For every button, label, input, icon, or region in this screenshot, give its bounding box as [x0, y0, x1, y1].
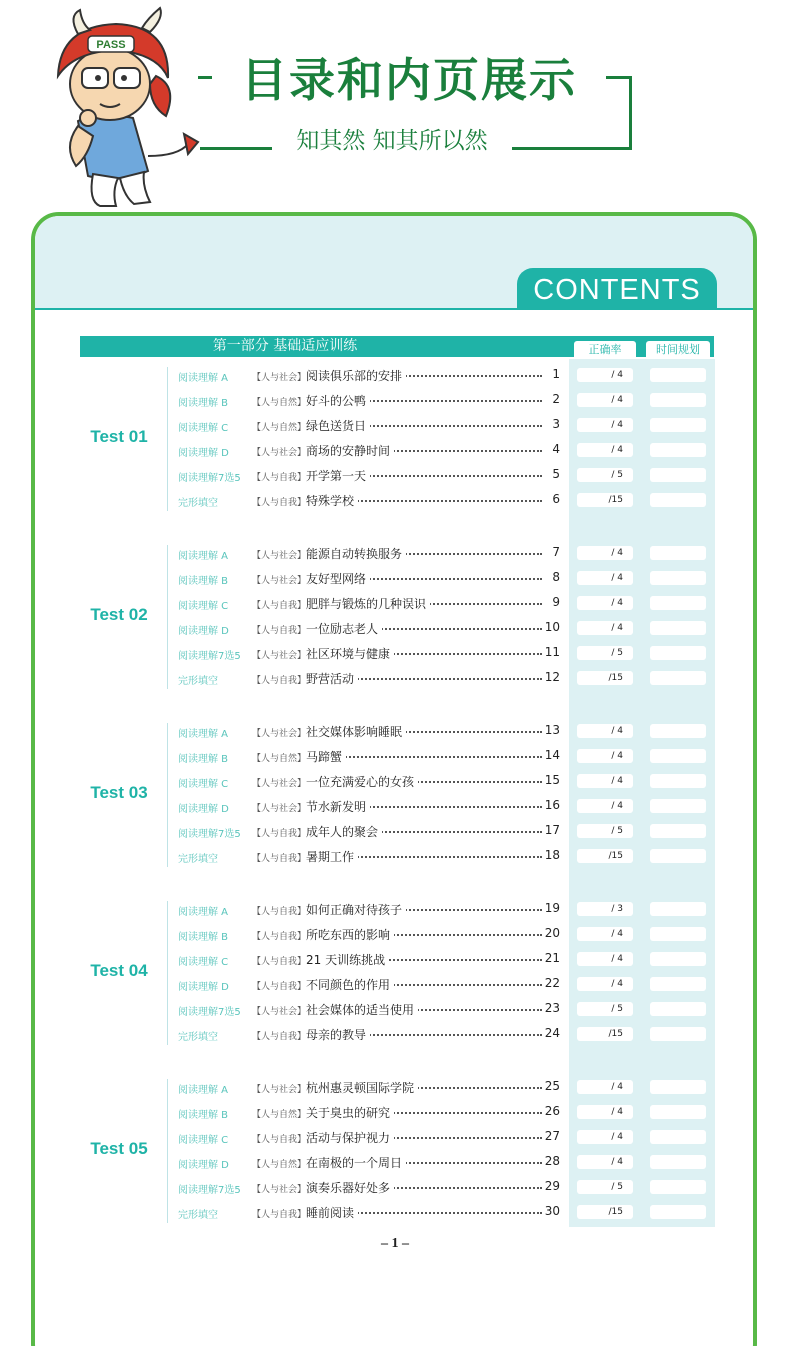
test-label: Test 05 — [90, 1139, 148, 1158]
contents-row[interactable] — [178, 1204, 712, 1224]
exercise-type: 阅读理解 D — [178, 982, 229, 993]
group-divider — [167, 545, 168, 689]
schedule-box[interactable] — [650, 596, 706, 610]
topic-tag: 【人与社会】 — [252, 1085, 307, 1095]
page-ref: 24 — [544, 1026, 560, 1040]
contents-row[interactable] — [178, 442, 712, 462]
contents-row[interactable] — [178, 417, 712, 437]
contents-row[interactable] — [178, 645, 712, 665]
topic-tag: 【人与社会】 — [252, 1007, 307, 1017]
contents-row[interactable] — [178, 392, 712, 412]
contents-row[interactable] — [178, 492, 712, 512]
topic-tag: 【人与自然】 — [252, 1110, 307, 1120]
exercise-type: 阅读理解 A — [178, 551, 229, 562]
page-ref: 23 — [544, 1001, 560, 1015]
topic-tag: 【人与社会】 — [252, 651, 307, 661]
topic-tag: 【人与社会】 — [252, 551, 307, 561]
page-ref: 21 — [544, 951, 560, 965]
exercise-type: 阅读理解 B — [178, 754, 229, 765]
exercise-title: 暑期工作 — [306, 848, 358, 865]
schedule-box[interactable] — [650, 571, 706, 585]
column-header-schedule: 时间规划 — [646, 341, 710, 359]
group-divider — [167, 1079, 168, 1223]
schedule-box[interactable] — [650, 418, 706, 432]
exercise-type: 阅读理解 A — [178, 907, 229, 918]
contents-row[interactable] — [178, 1179, 712, 1199]
accuracy-box[interactable]: / 3 — [577, 902, 633, 916]
contents-row[interactable] — [178, 901, 712, 921]
schedule-box[interactable] — [650, 799, 706, 813]
contents-row[interactable] — [178, 467, 712, 487]
group-divider — [167, 367, 168, 511]
contents-row[interactable] — [178, 823, 712, 843]
schedule-box[interactable] — [650, 1080, 706, 1094]
exercise-title: 在南极的一个周日 — [306, 1154, 406, 1171]
exercise-type: 阅读理解 D — [178, 626, 229, 637]
exercise-type: 阅读理解 D — [178, 1160, 229, 1171]
schedule-box[interactable] — [650, 724, 706, 738]
page-ref: 7 — [552, 545, 560, 559]
exercise-type: 阅读理解 D — [178, 804, 229, 815]
exercise-type: 阅读理解 C — [178, 779, 229, 790]
exercise-title: 演奏乐器好处多 — [306, 1179, 394, 1196]
exercise-type: 阅读理解7选5 — [178, 1185, 241, 1196]
exercise-type: 阅读理解 C — [178, 423, 229, 434]
test-label: Test 04 — [90, 961, 148, 980]
test-label: Test 02 — [90, 605, 148, 624]
exercise-type: 阅读理解 A — [178, 729, 229, 740]
group-divider — [167, 901, 168, 1045]
contents-row[interactable] — [178, 1001, 712, 1021]
exercise-type: 阅读理解7选5 — [178, 473, 241, 484]
accuracy-box[interactable]: / 5 — [577, 468, 633, 482]
schedule-box[interactable] — [650, 393, 706, 407]
exercise-title: 睡前阅读 — [306, 1204, 358, 1221]
exercise-title: 21 天训练挑战 — [306, 951, 389, 968]
topic-tag: 【人与自我】 — [252, 676, 307, 686]
exercise-type: 阅读理解 B — [178, 398, 229, 409]
subtitle-rule-right — [512, 147, 632, 150]
exercise-title: 好斗的公鸭 — [306, 392, 370, 409]
page-ref: 17 — [544, 823, 560, 837]
exercise-title: 一位励志老人 — [306, 620, 382, 637]
accuracy-box[interactable]: / 4 — [577, 927, 633, 941]
exercise-type: 完形填空 — [178, 676, 218, 687]
exercise-title: 能源自动转换服务 — [306, 545, 406, 562]
exercise-title: 社交媒体影响睡眠 — [306, 723, 406, 740]
exercise-title: 绿色送货日 — [306, 417, 370, 434]
schedule-box[interactable] — [650, 1155, 706, 1169]
contents-row[interactable] — [178, 367, 712, 387]
group-divider — [167, 723, 168, 867]
contents-row[interactable] — [178, 773, 712, 793]
page-ref: 13 — [544, 723, 560, 737]
accuracy-box[interactable]: / 4 — [577, 621, 633, 635]
page-ref: 1 — [552, 367, 560, 381]
exercise-type: 阅读理解 B — [178, 1110, 229, 1121]
exercise-title: 阅读俱乐部的安排 — [306, 367, 406, 384]
exercise-title: 节水新发明 — [306, 798, 370, 815]
accuracy-box[interactable]: / 4 — [577, 1155, 633, 1169]
section-title: 第一部分 基础适应训练 — [212, 338, 358, 354]
contents-row[interactable] — [178, 926, 712, 946]
contents-row[interactable] — [178, 1079, 712, 1099]
contents-row[interactable] — [178, 570, 712, 590]
column-header-accuracy: 正确率 — [574, 341, 636, 359]
exercise-title: 社会媒体的适当使用 — [306, 1001, 418, 1018]
accuracy-box[interactable]: / 4 — [577, 1130, 633, 1144]
exercise-title: 商场的安静时间 — [306, 442, 394, 459]
accuracy-box[interactable]: / 4 — [577, 546, 633, 560]
accuracy-box[interactable]: / 4 — [577, 749, 633, 763]
accuracy-box[interactable]: / 4 — [577, 368, 633, 382]
page-ref: 14 — [544, 748, 560, 762]
accuracy-box[interactable]: / 4 — [577, 393, 633, 407]
topic-tag: 【人与社会】 — [252, 448, 307, 458]
exercise-type: 阅读理解 B — [178, 576, 229, 587]
mascot-badge-text: PASS — [96, 39, 126, 51]
schedule-box[interactable] — [650, 977, 706, 991]
exercise-type: 阅读理解7选5 — [178, 1007, 241, 1018]
exercise-title: 特殊学校 — [306, 492, 358, 509]
exercise-type: 阅读理解 C — [178, 957, 229, 968]
accuracy-box[interactable]: / 4 — [577, 443, 633, 457]
contents-underline — [35, 308, 753, 310]
page-ref: 10 — [544, 620, 560, 634]
accuracy-box[interactable]: /15 — [577, 1205, 633, 1219]
page-ref: 16 — [544, 798, 560, 812]
accuracy-box[interactable]: / 5 — [577, 824, 633, 838]
topic-tag: 【人与自我】 — [252, 1210, 307, 1220]
accuracy-box[interactable]: / 4 — [577, 977, 633, 991]
exercise-type: 阅读理解7选5 — [178, 651, 241, 662]
accuracy-box[interactable]: / 4 — [577, 724, 633, 738]
exercise-title: 友好型网络 — [306, 570, 370, 587]
accuracy-box[interactable]: / 5 — [577, 1002, 633, 1016]
topic-tag: 【人与自我】 — [252, 1032, 307, 1042]
page-ref: 27 — [544, 1129, 560, 1143]
schedule-box[interactable] — [650, 1205, 706, 1219]
contents-row[interactable] — [178, 976, 712, 996]
contents-row[interactable] — [178, 798, 712, 818]
contents-row[interactable] — [178, 670, 712, 690]
test-label: Test 03 — [90, 783, 148, 802]
mascot-illustration — [38, 6, 208, 211]
accuracy-box[interactable]: / 4 — [577, 418, 633, 432]
accuracy-box[interactable]: /15 — [577, 1027, 633, 1041]
page-ref: 9 — [552, 595, 560, 609]
page-subtitle: 知其然 知其所以然 — [296, 128, 488, 154]
title-bracket-left — [198, 76, 212, 79]
topic-tag: 【人与自我】 — [252, 932, 307, 942]
exercise-title: 成年人的聚会 — [306, 823, 382, 840]
contents-row[interactable] — [178, 595, 712, 615]
schedule-box[interactable] — [650, 443, 706, 457]
topic-tag: 【人与自我】 — [252, 982, 307, 992]
schedule-box[interactable] — [650, 952, 706, 966]
topic-tag: 【人与自然】 — [252, 423, 307, 433]
page-number: – 1 – — [381, 1236, 409, 1251]
topic-tag: 【人与自我】 — [252, 498, 307, 508]
topic-tag: 【人与自我】 — [252, 829, 307, 839]
subtitle-rule-left — [200, 147, 272, 150]
schedule-box[interactable] — [650, 546, 706, 560]
contents-row[interactable] — [178, 951, 712, 971]
schedule-box[interactable] — [650, 671, 706, 685]
schedule-box[interactable] — [650, 902, 706, 916]
accuracy-box[interactable]: / 5 — [577, 1180, 633, 1194]
contents-row[interactable] — [178, 1104, 712, 1124]
exercise-title: 马蹄蟹 — [306, 748, 346, 765]
schedule-box[interactable] — [650, 621, 706, 635]
contents-row[interactable] — [178, 620, 712, 640]
page-ref: 19 — [544, 901, 560, 915]
page-ref: 25 — [544, 1079, 560, 1093]
contents-row[interactable] — [178, 1129, 712, 1149]
exercise-title: 杭州惠灵顿国际学院 — [306, 1079, 418, 1096]
schedule-box[interactable] — [650, 749, 706, 763]
page-ref: 18 — [544, 848, 560, 862]
exercise-title: 母亲的教导 — [306, 1026, 370, 1043]
exercise-title: 关于臭虫的研究 — [306, 1104, 394, 1121]
topic-tag: 【人与自我】 — [252, 1135, 307, 1145]
topic-tag: 【人与自然】 — [252, 1160, 307, 1170]
topic-tag: 【人与自我】 — [252, 957, 307, 967]
page-ref: 6 — [552, 492, 560, 506]
topic-tag: 【人与自我】 — [252, 907, 307, 917]
page-ref: 30 — [544, 1204, 560, 1218]
page-title: 目录和内页展示 — [241, 53, 577, 107]
exercise-type: 阅读理解 D — [178, 448, 229, 459]
schedule-box[interactable] — [650, 1002, 706, 1016]
accuracy-box[interactable]: / 4 — [577, 1105, 633, 1119]
topic-tag: 【人与自然】 — [252, 754, 307, 764]
topic-tag: 【人与自我】 — [252, 854, 307, 864]
exercise-type: 阅读理解 B — [178, 932, 229, 943]
exercise-title: 野营活动 — [306, 670, 358, 687]
schedule-box[interactable] — [650, 774, 706, 788]
test-label: Test 01 — [90, 427, 148, 446]
schedule-box[interactable] — [650, 1130, 706, 1144]
topic-tag: 【人与自我】 — [252, 601, 307, 611]
page-ref: 29 — [544, 1179, 560, 1193]
schedule-box[interactable] — [650, 493, 706, 507]
schedule-box[interactable] — [650, 1180, 706, 1194]
accuracy-box[interactable]: /15 — [577, 849, 633, 863]
contents-row[interactable] — [178, 545, 712, 565]
topic-tag: 【人与社会】 — [252, 1185, 307, 1195]
page-ref: 2 — [552, 392, 560, 406]
page-ref: 15 — [544, 773, 560, 787]
title-bracket-side — [629, 76, 632, 150]
exercise-type: 阅读理解 A — [178, 1085, 229, 1096]
schedule-box[interactable] — [650, 849, 706, 863]
exercise-title: 肥胖与锻炼的几种误识 — [306, 595, 430, 612]
schedule-box[interactable] — [650, 1105, 706, 1119]
accuracy-box[interactable]: / 4 — [577, 799, 633, 813]
topic-tag: 【人与自然】 — [252, 398, 307, 408]
page-ref: 12 — [544, 670, 560, 684]
exercise-title: 一位充满爱心的女孩 — [306, 773, 418, 790]
topic-tag: 【人与社会】 — [252, 804, 307, 814]
exercise-type: 完形填空 — [178, 1210, 218, 1221]
page-ref: 20 — [544, 926, 560, 940]
page-ref: 26 — [544, 1104, 560, 1118]
page-ref: 22 — [544, 976, 560, 990]
accuracy-box[interactable]: / 4 — [577, 571, 633, 585]
exercise-title: 活动与保护视力 — [306, 1129, 394, 1146]
exercise-type: 阅读理解 C — [178, 1135, 229, 1146]
contents-row[interactable] — [178, 723, 712, 743]
contents-row[interactable] — [178, 748, 712, 768]
accuracy-box[interactable]: / 4 — [577, 952, 633, 966]
topic-tag: 【人与自我】 — [252, 626, 307, 636]
accuracy-box[interactable]: /15 — [577, 493, 633, 507]
page-ref: 5 — [552, 467, 560, 481]
accuracy-box[interactable]: /15 — [577, 671, 633, 685]
contents-row[interactable] — [178, 1026, 712, 1046]
topic-tag: 【人与自我】 — [252, 473, 307, 483]
exercise-type: 阅读理解 C — [178, 601, 229, 612]
schedule-box[interactable] — [650, 368, 706, 382]
exercise-type: 完形填空 — [178, 854, 218, 865]
page-ref: 11 — [544, 645, 560, 659]
schedule-box[interactable] — [650, 927, 706, 941]
exercise-type: 完形填空 — [178, 498, 218, 509]
contents-row[interactable] — [178, 1154, 712, 1174]
exercise-title: 所吃东西的影响 — [306, 926, 394, 943]
schedule-box[interactable] — [650, 1027, 706, 1041]
contents-tab: CONTENTS — [517, 268, 717, 310]
exercise-type: 完形填空 — [178, 1032, 218, 1043]
topic-tag: 【人与社会】 — [252, 729, 307, 739]
page-ref: 4 — [552, 442, 560, 456]
page-ref: 8 — [552, 570, 560, 584]
accuracy-box[interactable]: / 4 — [577, 1080, 633, 1094]
schedule-box[interactable] — [650, 824, 706, 838]
exercise-title: 社区环境与健康 — [306, 645, 394, 662]
schedule-box[interactable] — [650, 468, 706, 482]
exercise-title: 开学第一天 — [306, 467, 370, 484]
topic-tag: 【人与社会】 — [252, 779, 307, 789]
page-ref: 3 — [552, 417, 560, 431]
exercise-type: 阅读理解7选5 — [178, 829, 241, 840]
exercise-title: 如何正确对待孩子 — [306, 901, 406, 918]
accuracy-box[interactable]: / 4 — [577, 596, 633, 610]
accuracy-box[interactable]: / 4 — [577, 774, 633, 788]
schedule-box[interactable] — [650, 646, 706, 660]
topic-tag: 【人与社会】 — [252, 373, 307, 383]
exercise-title: 不同颜色的作用 — [306, 976, 394, 993]
page-ref: 28 — [544, 1154, 560, 1168]
topic-tag: 【人与社会】 — [252, 576, 307, 586]
accuracy-box[interactable]: / 5 — [577, 646, 633, 660]
exercise-type: 阅读理解 A — [178, 373, 229, 384]
contents-row[interactable] — [178, 848, 712, 868]
